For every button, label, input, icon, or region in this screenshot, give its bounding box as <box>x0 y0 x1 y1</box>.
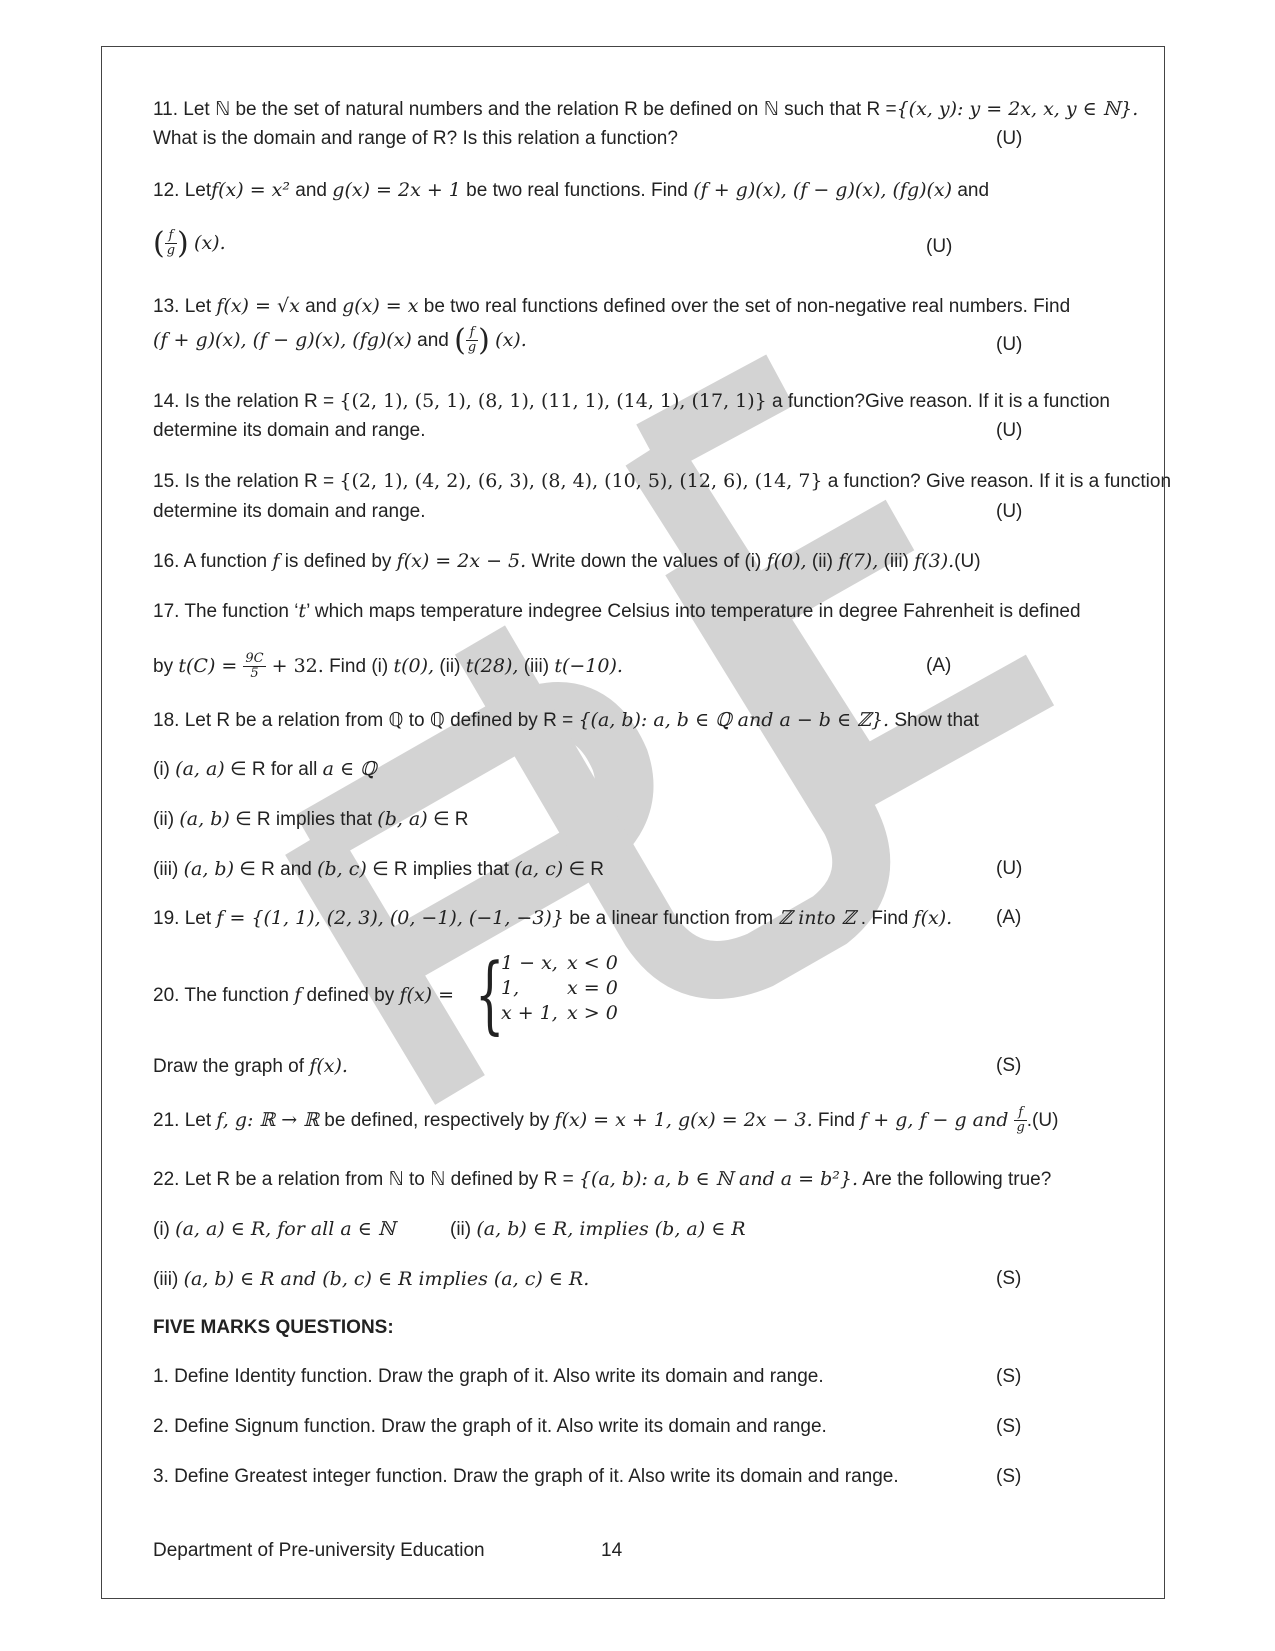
question-18-part-i: (i) (a, a) ∈ R for all a ∈ ℚ <box>153 758 377 780</box>
question-16: 16. A function f is defined by f(x) = 2x − 5. Write down the values of (i) f(0), (ii) f(7), (iii) f(3).(U) <box>153 550 981 572</box>
question-21: 21. Let f, g: ℝ → ℝ be defined, respectively by f(x) = x + 1, g(x) = 2x − 3. Find f + g, f − g and $\frac{f}{g}$ .(U) <box>153 1105 1059 1136</box>
question-18-part-ii: (ii) (a, b) ∈ R implies that (b, a) ∈ R <box>153 808 469 830</box>
footer-department: Department of Pre-university Education <box>153 1540 485 1561</box>
question-14-line-2: determine its domain and range. <box>153 420 426 441</box>
five-marks-item-3: 3. Define Greatest integer function. Draw the graph of it. Also write its domain and range. <box>153 1466 899 1487</box>
question-11-line-2: What is the domain and range of R? Is this relation a function? <box>153 128 678 149</box>
case-row: x + 1, x > 0 <box>501 1002 618 1024</box>
question-15: 15. Is the relation R = {(2, 1), (4, 2), (6, 3), (8, 4), (10, 5), (12, 6), (14, 7} a function? Give reason. If it is a function <box>153 470 1172 492</box>
fraction-f-over-g: $\frac{f}{g}$ <box>1016 1105 1025 1136</box>
question-14: 14. Is the relation R = {(2, 1), (5, 1), (8, 1), (11, 1), (14, 1), (17, 1)} a function?Give reason. If it is a function <box>153 390 1110 412</box>
five-marks-item-1-tag: (S) <box>996 1366 1022 1387</box>
left-brace: { <box>475 945 505 1043</box>
five-marks-item-2-tag: (S) <box>996 1416 1022 1437</box>
question-17: 17. The function ‘t’ which maps temperature indegree Celsius into temperature in degree Fahrenheit is defined <box>153 600 1081 622</box>
question-17-line-2: by t(C) = $\frac{9C}{5}$ + 32. Find (i) t(0), (ii) t(28), (iii) t(−10). <box>153 651 623 682</box>
case-row: 1 − x, x < 0 <box>501 952 618 974</box>
footer-page-number: 14 <box>601 1540 623 1561</box>
question-19-tag: (A) <box>996 907 1022 928</box>
question-12-line-2: ( $\frac{f}{g}$ ) (x). <box>153 225 226 261</box>
fraction-f-over-g: $\frac{f}{g}$ <box>166 228 176 259</box>
question-12-tag: (U) <box>926 236 953 257</box>
question-15-line-2: determine its domain and range. <box>153 501 426 522</box>
question-22-tag: (S) <box>996 1268 1022 1289</box>
question-11-tag: (U) <box>996 128 1023 149</box>
five-marks-heading: FIVE MARKS QUESTIONS: <box>153 1317 394 1338</box>
question-22-part-i: (i) (a, a) ∈ R, for all a ∈ ℕ <box>153 1218 396 1240</box>
five-marks-item-3-tag: (S) <box>996 1466 1022 1487</box>
five-marks-item-2: 2. Define Signum function. Draw the graph of it. Also write its domain and range. <box>153 1416 827 1437</box>
question-14-tag: (U) <box>996 420 1023 441</box>
question-13: 13. Let f(x) = √x and g(x) = x be two real functions defined over the set of non-negative real numbers. Find <box>153 295 1071 317</box>
question-13-tag: (U) <box>996 334 1023 355</box>
question-22: 22. Let R be a relation from ℕ to ℕ defined by R = {(a, b): a, b ∈ ℕ and a = b²}. Are the following true? <box>153 1168 1052 1190</box>
question-19: 19. Let f = {(1, 1), (2, 3), (0, −1), (−1, −3)} be a linear function from ℤ into ℤ . Find f(x). <box>153 907 953 929</box>
question-18-part-iii: (iii) (a, b) ∈ R and (b, c) ∈ R implies that (a, c) ∈ R <box>153 858 605 880</box>
five-marks-item-1: 1. Define Identity function. Draw the graph of it. Also write its domain and range. <box>153 1366 824 1387</box>
question-22-part-ii: (ii) (a, b) ∈ R, implies (b, a) ∈ R <box>450 1218 746 1240</box>
case-row: 1, x = 0 <box>501 977 618 999</box>
question-20-line-2: Draw the graph of f(x). <box>153 1055 348 1077</box>
fraction-9c-over-5: $\frac{9C}{5}$ <box>245 651 264 682</box>
question-15-tag: (U) <box>996 501 1023 522</box>
fraction-f-over-g: $\frac{f}{g}$ <box>467 325 477 356</box>
question-20-tag: (S) <box>996 1055 1022 1076</box>
question-11: 11. Let ℕ be the set of natural numbers and the relation R be defined on ℕ such that R ={(x, y): y = 2x, x, y ∈ ℕ}. <box>153 98 1139 120</box>
question-13-line-2: (f + g)(x), (f − g)(x), (fg)(x) and ( $\frac{f}{g}$ ) (x). <box>153 322 527 358</box>
question-18-tag: (U) <box>996 858 1023 879</box>
question-18: 18. Let R be a relation from ℚ to ℚ defined by R = {(a, b): a, b ∈ ℚ and a − b ∈ ℤ}. Show that <box>153 709 979 731</box>
question-20: 20. The function f defined by f(x) = <box>153 984 455 1006</box>
question-17-tag: (A) <box>926 655 952 676</box>
question-22-part-iii: (iii) (a, b) ∈ R and (b, c) ∈ R implies (a, c) ∈ R. <box>153 1268 590 1290</box>
question-12: 12. Letf(x) = x² and g(x) = 2x + 1 be two real functions. Find (f + g)(x), (f − g)(x), (fg)(x) and <box>153 179 990 201</box>
